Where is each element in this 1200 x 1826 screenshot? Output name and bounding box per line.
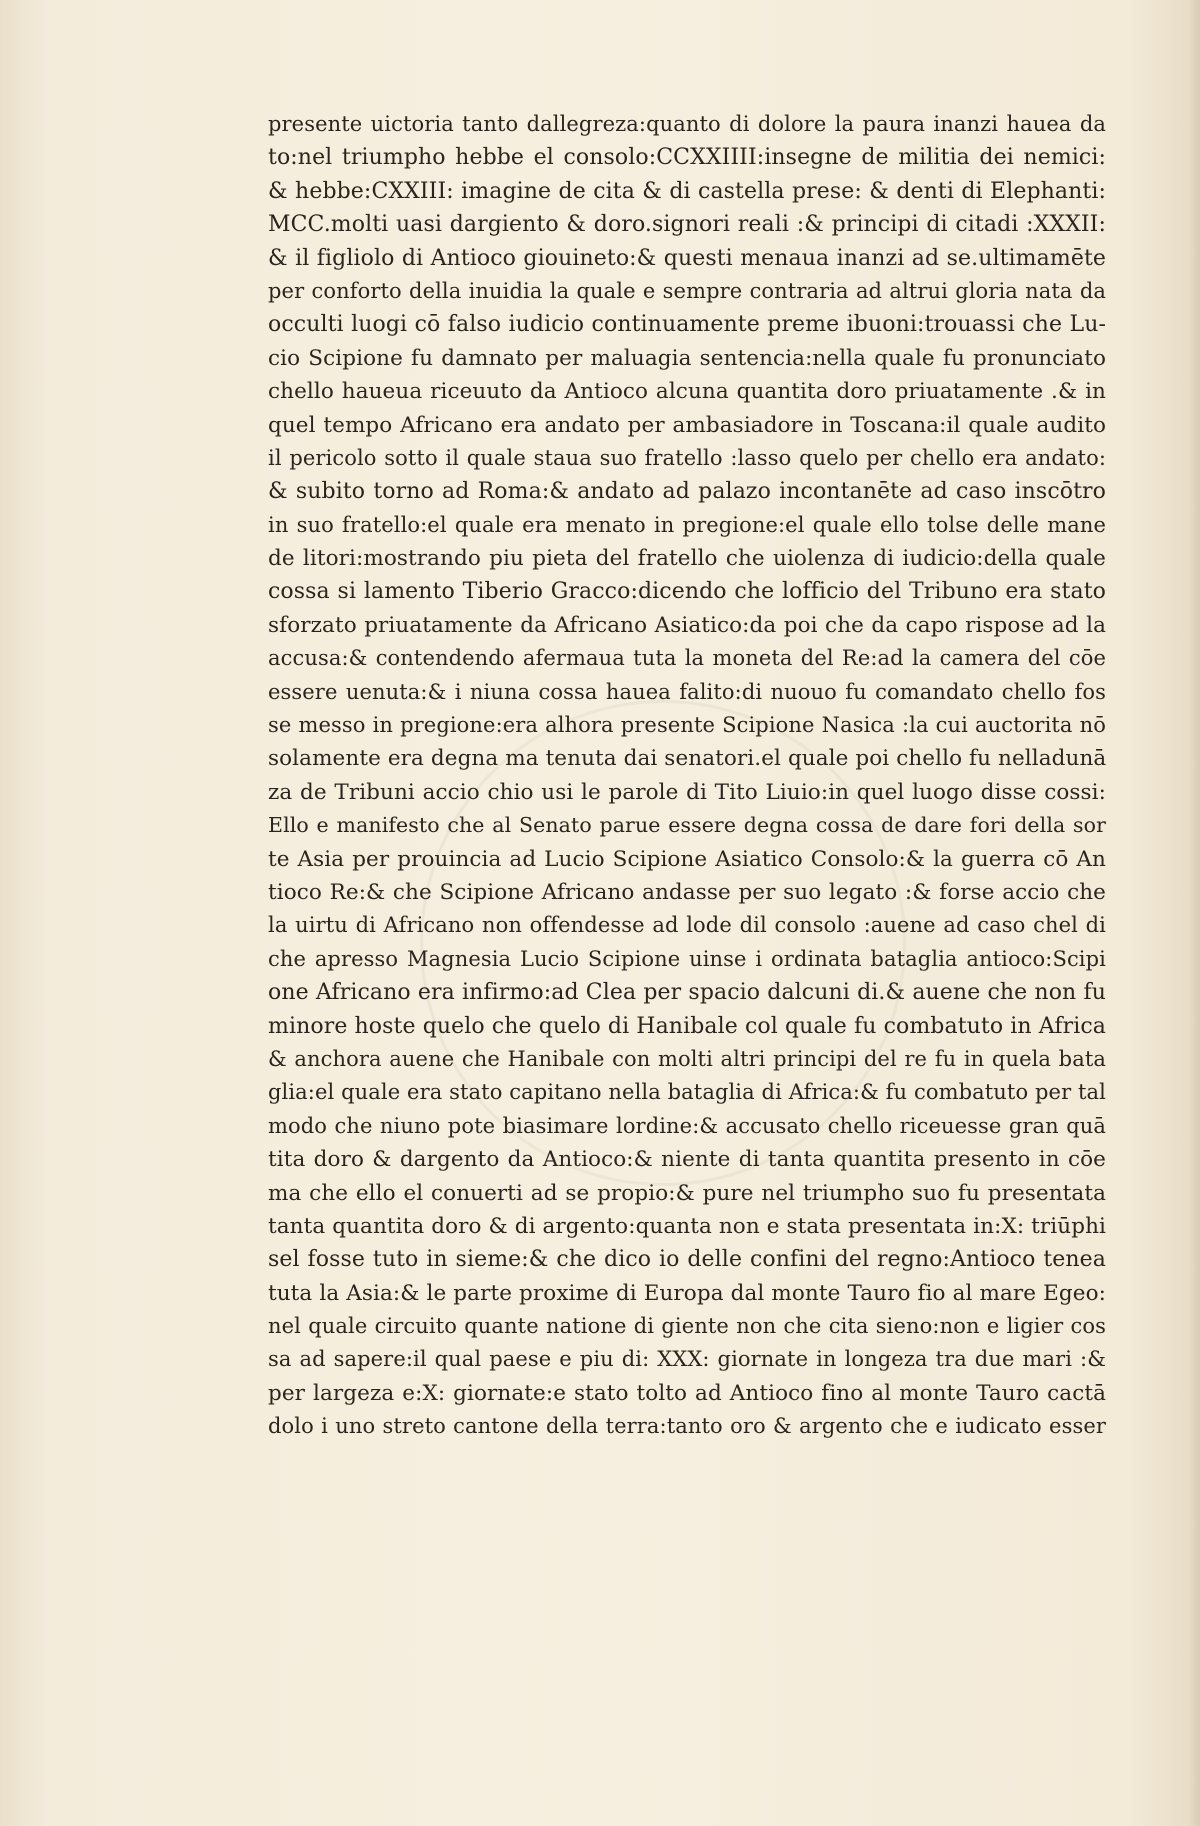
text-line: & il figliolo di Antioco giouineto:& questi menaua inanzi ad se.ultimamēte	[268, 245, 1106, 271]
text-line: solamente era degna ma tenuta dai senatori.el quale poi chello fu nelladunā	[268, 746, 1107, 772]
text-line: presente uictoria tanto dallegreza:quanto di dolore la paura inanzi hauea da	[268, 112, 1106, 136]
text-line: Ello e manifesto che al Senato parue essere degna cossa de dare fori della sor	[268, 813, 1106, 838]
text-line: minore hoste quelo che quelo di Hanibale col quale fu combatuto in Africa	[268, 1013, 1107, 1039]
text-line: za de Tribuni accio chio usi le parole di Tito Liuio:in quel luogo disse cossi:	[268, 779, 1106, 805]
text-line: se messo in pregione:era alhora presente Scipione Nasica :la cui auctorita nō	[268, 713, 1106, 738]
text-line: sforzato priuatamente da Africano Asiatico:da poi che da capo rispose ad la	[268, 612, 1106, 638]
text-line: per conforto della inuidia la quale e sempre contraria ad altrui gloria nata da	[268, 278, 1106, 303]
body-text	[268, 108, 1106, 1444]
text-line: per largeza e:X: giornate:e stato tolto ad Antioco fino al monte Tauro cactā	[268, 1380, 1106, 1406]
text-line: la uirtu di Africano non offendesse ad lode dil consolo :auene ad caso chel di	[268, 913, 1106, 938]
text-line: modo che niuno pote biasimare lordine:& accusato chello riceuesse gran quā	[268, 1113, 1106, 1138]
text-line: cossa si lamento Tiberio Gracco:dicendo che lofficio del Tribuno era stato	[268, 579, 1106, 605]
text-line: chello haueua riceuuto da Antioco alcuna quantita doro priuatamente .& in	[268, 379, 1106, 405]
text-line: ma che ello el conuerti ad se propio:& pure nel triumpho suo fu presentata	[268, 1180, 1106, 1206]
text-line: sel fosse tuto in sieme:& che dico io delle confini del regno:Antioco tenea	[268, 1247, 1106, 1273]
text-line: il pericolo sotto il quale staua suo fratello :lasso quelo per chello era andato:	[268, 445, 1106, 470]
text-line: tioco Re:& che Scipione Africano andasse per suo legato :& forse accio che	[268, 879, 1106, 905]
text-line: one Africano era infirmo:ad Clea per spacio dalcuni di.& auene che non fu	[268, 980, 1106, 1006]
text-line: in suo fratello:el quale era menato in pregione:el quale ello tolse delle mane	[268, 512, 1106, 537]
text-line: & subito torno ad Roma:& andato ad palazo incontanēte ad caso inscōtro	[268, 479, 1106, 505]
text-line: dolo i uno streto cantone della terra:tanto oro & argento che e iudicato esser	[268, 1414, 1106, 1439]
text-line: cio Scipione fu damnato per maluagia sentencia:nella quale fu pronunciato	[268, 345, 1106, 371]
text-line: sa ad sapere:il qual paese e piu di: XXX: giornate in longeza tra due mari :&	[268, 1347, 1106, 1372]
text-line: nel quale circuito quante natione di giente non che cita sieno:non e ligier cos	[268, 1314, 1106, 1339]
text-line: tanta quantita doro & di argento:quanta non e stata presentata in:X: triūphi	[268, 1213, 1106, 1239]
text-line: & anchora auene che Hanibale con molti altri principi del re fu in quela bata	[268, 1046, 1106, 1071]
text-line: tita doro & dargento da Antioco:& niente di tanta quantita presento in cōe	[268, 1147, 1106, 1173]
text-line: te Asia per prouincia ad Lucio Scipione Asiatico Consolo:& la guerra cō An	[268, 846, 1106, 872]
text-line: to:nel triumpho hebbe el consolo:CCXXIIII:insegne de militia dei nemici:	[268, 145, 1106, 171]
text-line: MCC.molti uasi dargiento & doro.signori reali :& principi di citadi :XXXII:	[268, 212, 1106, 238]
text-line: occulti luogi cō falso iudicio continuamente preme ibuoni:trouassi che Lu-	[268, 312, 1106, 338]
text-line: essere uenuta:& i niuna cossa hauea falito:di nuouo fu comandato chello fos	[268, 679, 1106, 704]
page-edge	[1190, 0, 1200, 1826]
text-line: tuta la Asia:& le parte proxime di Europa dal monte Tauro fio al mare Egeo:	[268, 1280, 1106, 1306]
text-line: & hebbe:CXXIII: imagine de cita & di castella prese: & denti di Elephanti:	[268, 178, 1106, 204]
text-line: glia:el quale era stato capitano nella bataglia di Africa:& fu combatuto per tal	[268, 1080, 1106, 1105]
text-line: de litori:mostrando piu pieta del fratello che uiolenza di iudicio:della quale	[268, 546, 1106, 572]
text-line: quel tempo Africano era andato per ambasiadore in Toscana:il quale audito	[268, 412, 1106, 438]
text-line: che apresso Magnesia Lucio Scipione uinse i ordinata bataglia antioco:Scipi	[268, 946, 1106, 971]
text-line: accusa:& contendendo afermaua tuta la moneta del Re:ad la camera del cōe	[268, 646, 1106, 671]
